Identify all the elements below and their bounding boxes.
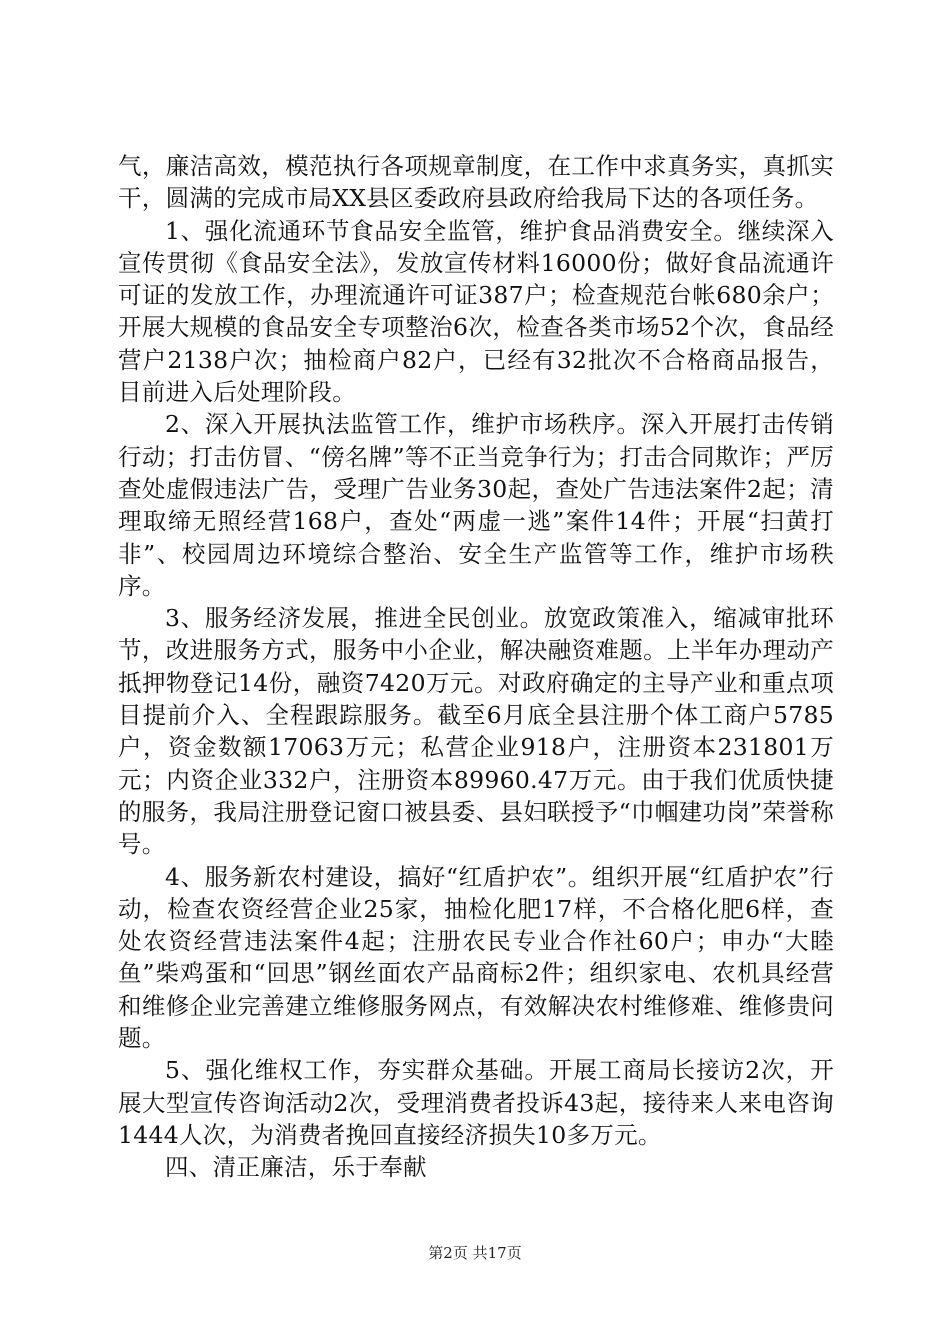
paragraph-item-5: 5、强化维权工作，夯实群众基础。开展工商局长接访2次，开展大型宣传咨询活动2次，受理消费者投诉43起，接待来人来电咨询1444人次，为消费者挽回直接经济损失10多万元。 bbox=[118, 1056, 834, 1149]
page-number-footer: 第2页 共17页 bbox=[428, 1244, 522, 1262]
paragraph-continuation: 气，廉洁高效，模范执行各项规章制度，在工作中求真务实，真抓实干，圆满的完成市局XX县区委政府县政府给我局下达的各项任务。 bbox=[118, 152, 834, 213]
paragraph-item-1: 1、强化流通环节食品安全监管，维护食品消费安全。继续深入宣传贯彻《食品安全法》，发放宣传材料16000份；做好食品流通许可证的发放工作，办理流通许可证387户；检查规范台帐680余户；开展大规模的食品安全专项整治6次，检查各类市场52个次，食品经营户2138户次；抽检商户82户，已经有32批次不合格商品报告，目前进入后处理阶段。 bbox=[118, 216, 834, 407]
paragraph-item-3: 3、服务经济发展，推进全民创业。放宽政策准入，缩减审批环节，改进服务方式，服务中小企业，解决融资难题。上半年办理动产抵押物登记14份，融资7420万元。对政府确定的主导产业和重点项目提前介入、全程跟踪服务。截至6月底全县注册个体工商户5785户，资金数额17063万元；私营企业918户，注册资本231801万元；内资企业332户，注册资本89960.47万元。由于我们优质快捷的服务，我局注册登记窗口被县委、县妇联授予“巾帼建功岗”荣誉称号。 bbox=[118, 604, 834, 859]
paragraph-item-2: 2、深入开展执法监管工作，维护市场秩序。深入开展打击传销行动；打击仿冒、“傍名牌”等不正当竞争行为；打击合同欺诈；严厉查处虚假违法广告，受理广告业务30起，查处广告违法案件2起；清理取缔无照经营168户，查处“两虚一逃”案件14件；开展“扫黄打非”、校园周边环境综合整治、安全生产监管等工作，维护市场秩序。 bbox=[118, 410, 834, 600]
section-heading: 四、清正廉洁，乐于奉献 bbox=[165, 1153, 427, 1182]
document-body bbox=[118, 150, 834, 1184]
paragraph-item-4: 4、服务新农村建设，搞好“红盾护农”。组织开展“红盾护农”行动，检查农资经营企业25家，抽检化肥17样，不合格化肥6样，查处农资经营违法案件4起；注册农民专业合作社60户；申办“大睦鱼”柴鸡蛋和“回思”钢丝面农产品商标2件；组织家电、农机具经营和维修企业完善建立维修服务网点，有效解决农村维修难、维修贵问题。 bbox=[118, 862, 834, 1053]
